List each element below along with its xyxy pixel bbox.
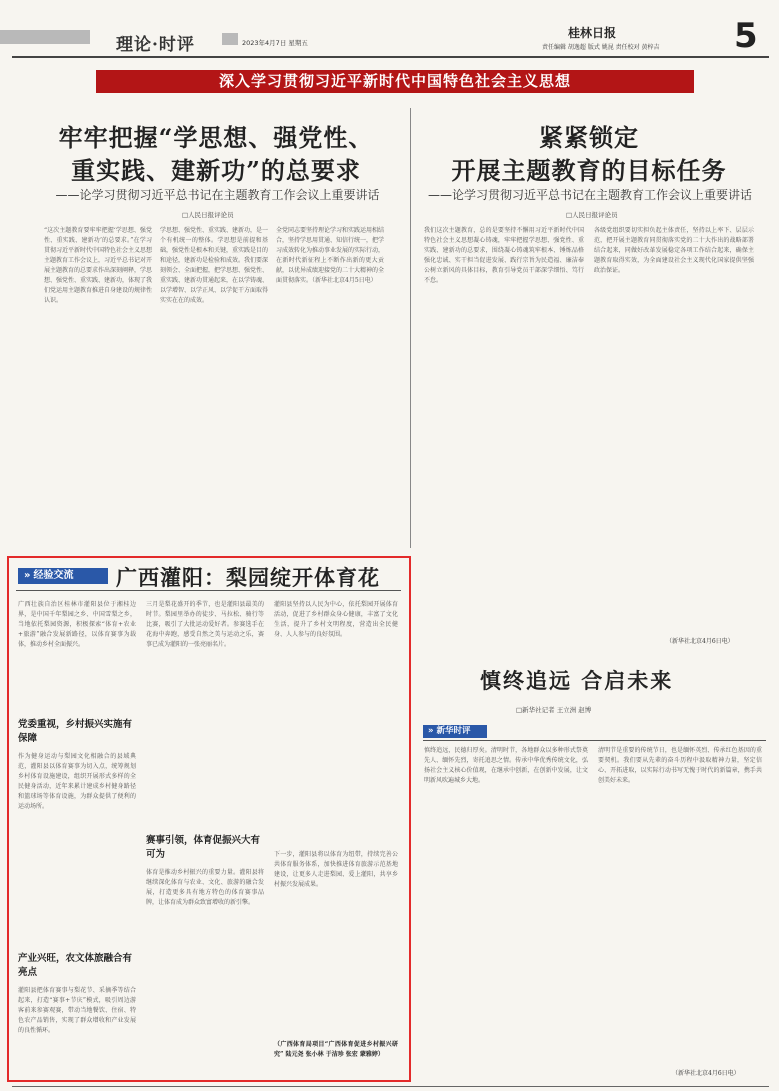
experience-col1-body: 作为健身运动与梨园文化相融合的县域典范，灌阳县以体育赛事为切入点，统筹规划乡村体育设施建设，组织开展形式多样的全民健身活动，近年来累计建成乡村健身路径和篮球场等体育设施，为群众提供了便利的运动场所。 [18,753,136,810]
left-article-body-col1: “这次主题教育要牢牢把握‘学思想、强党性、重实践、建新功’的总要求。”在学习贯彻习近平新时代中国特色社会主义思想主题教育工作会议上，习近平总书记对开展主题教育的总要求作出深刻阐释，学思想、强党性、重实践、建新功，体现了我们党运用主题教育推进自身建设的规律性认识。 [44,227,152,304]
editors-line: 责任编辑 胡逸超 版式 姚昆 责任校对 黄梓吉 [542,44,660,51]
xinhua-commentary-tag [423,725,487,738]
left-article-byline: □人民日报评论员 [182,211,234,219]
section-title: 理论·时评 [116,35,195,55]
experience-col1-body2: 灌阳县把体育赛事与梨花节、采摘季等结合起来，打造“赛事+节庆”模式，吸引周边游客前来参赛观赛，带动当地餐饮、住宿、特色农产品销售，实现了群众增收和产业发展的良性循环。 [18,987,136,1034]
right-lower-rule [423,740,766,741]
double-chevron-icon: » [24,570,31,581]
banner: 深入学习贯彻习近平新时代中国特色社会主义思想 [96,70,694,93]
left-article-title-line2: 重实践、建新功”的总要求 [71,156,361,185]
bottom-rule [12,1086,769,1087]
right-lower-byline: □新华社记者 王立洲 赵博 [516,706,592,714]
xinhua-commentary-label: 新华时评 [436,726,471,736]
left-article-title-line1: 牢牢把握“学思想、强党性、 [58,123,374,152]
experience-subhead-1: 党委重视，乡村振兴实施有保障 [18,719,133,744]
experience-credit: （广西体育局项目“广西体育促进乡村振兴研究” 陆元尧 张小林 于洁珍 张宏 蒙雅婷） [274,1041,398,1058]
right-article-subtitle: ——论学习贯彻习近平总书记在主题教育工作会议上重要讲话 [427,188,752,202]
paper-name-logo: 桂林日报 [568,26,617,40]
column-divider [410,108,411,548]
experience-col1-intro: 广西壮族自治区桂林市灌阳县位于湘桂边界，是中国千年梨园之乡、中国雪梨之乡，当地依托梨园资源，积极探索“体育+农业+旅游”融合发展新路径，以体育赛事为载体，推动乡村全面振兴。 [18,601,136,648]
masthead [0,0,779,56]
experience-title: 广西灌阳：梨园绽开体育花 [116,565,380,590]
masthead-rule [12,56,769,58]
left-article-body-col3: 全党同志要坚持理论学习和实践运用相结合，坚持学思用贯通、知信行统一，把学习成效转化为推动事业发展的实际行动，在新时代新征程上不断作出新的更大贡献，以优异成绩迎接党的二十大精神的全面贯彻落实。（新华社北京4月5日电） [276,227,384,284]
right-lower-body-col2: 清明节是重要的传统节日，也是缅怀英烈、传承红色基因的重要契机。我们要从先辈的奋斗历程中汲取精神力量，坚定信心、开拓进取，以实际行动书写无愧于时代的新篇章，携手共创美好未来。 [598,747,762,784]
right-lower-body-col1: 慎终追远，民德归厚矣。清明时节，各地群众以多种形式祭奠先人、缅怀先烈，寄托追思之情。传承中华优秀传统文化，弘扬社会主义核心价值观，在继承中创新，在创新中发展，让文明新风吹遍城乡大地。 [424,747,588,784]
experience-subhead-2: 产业兴旺，农文体旅融合有亮点 [18,953,133,978]
right-article-end-note: （新华社北京4月6日电） [666,638,734,645]
experience-col3-body2: 下一步，灌阳县将以体育为纽带，持续完善公共体育服务体系，加快推进体育旅游示范基地建设，让更多人走进梨园、爱上灌阳，共享乡村振兴发展成果。 [274,851,398,888]
experience-col2-body: 三月是梨花盛开的季节，也是灌阳县最美的时节。梨园里举办的徒步、马拉松、骑行等比赛，吸引了大批运动爱好者。参赛选手在花海中奔跑，感受自然之美与运动之乐，赛事已成为灌阳的一张亮丽名片。 [146,601,264,648]
experience-col3-body: 灌阳县坚持以人民为中心，依托梨园开展体育活动，促进了乡村群众身心健康，丰富了文化生活，提升了乡村文明程度，营造出全民健身、人人参与的良好氛围。 [274,601,398,638]
date-line: 2023年4月7日 星期五 [242,39,308,47]
right-article-body-col2: 各级党组织要切实担负起主体责任，坚持以上率下、层层示范，把开展主题教育同贯彻落实党的二十大作出的战略部署结合起来，同做好改革发展稳定各项工作结合起来，确保主题教育取得实效，为全面建设社会主义现代化国家提供坚强政治保证。 [594,227,754,274]
experience-col2-body2: 体育是推动乡村振兴的重要力量。灌阳县将继续深化体育与农业、文化、旅游的融合发展，打造更多具有地方特色的体育赛事品牌，让体育成为群众致富增收的新引擎。 [146,869,264,906]
experience-rule [16,590,401,591]
right-article-byline: □人民日报评论员 [566,211,618,219]
left-article-subtitle: ——论学习贯彻习近平总书记在主题教育工作会议上重要讲话 [55,188,380,202]
page-number: 5 [734,16,758,56]
experience-tag [18,568,108,584]
left-article-body-col2: 学思想、强党性、重实践、建新功，是一个有机统一的整体。学思想是前提和基础，强党性是根本和关键，重实践是目的和途径，建新功是检验和成效。我们要深刻领会、全面把握，把学思想、强党性、重实践、建新功贯通起来，在以学铸魂、以学增智、以学正风、以学促干方面取得实实在在的成效。 [160,227,268,304]
double-chevron-icon: » [428,726,434,736]
right-article-title-line2: 开展主题教育的目标任务 [451,156,727,185]
right-article-title-line1: 紧紧锁定 [539,123,639,152]
right-lower-end-note: （新华社北京4月6日电） [672,1070,740,1077]
experience-tag-label: 经验交流 [33,570,74,581]
experience-subhead-3: 赛事引领，体育促振兴大有可为 [146,835,261,860]
masthead-decor-bar-small [222,33,238,45]
masthead-decor-bar [0,30,90,44]
right-lower-title: 慎终追远 合启未来 [480,668,674,693]
right-article-body-col1: 我们这次主题教育，总的是要坚持不懈用习近平新时代中国特色社会主义思想凝心铸魂，牢牢把握学思想、强党性、重实践、建新功的总要求，围绕凝心铸魂筑牢根本、锤炼品格强化忠诚、实干担当促进发展、践行宗旨为民造福、廉洁奉公树立新风的具体目标，教育引导党员干部深学细悟、笃行不怠。 [424,227,584,284]
